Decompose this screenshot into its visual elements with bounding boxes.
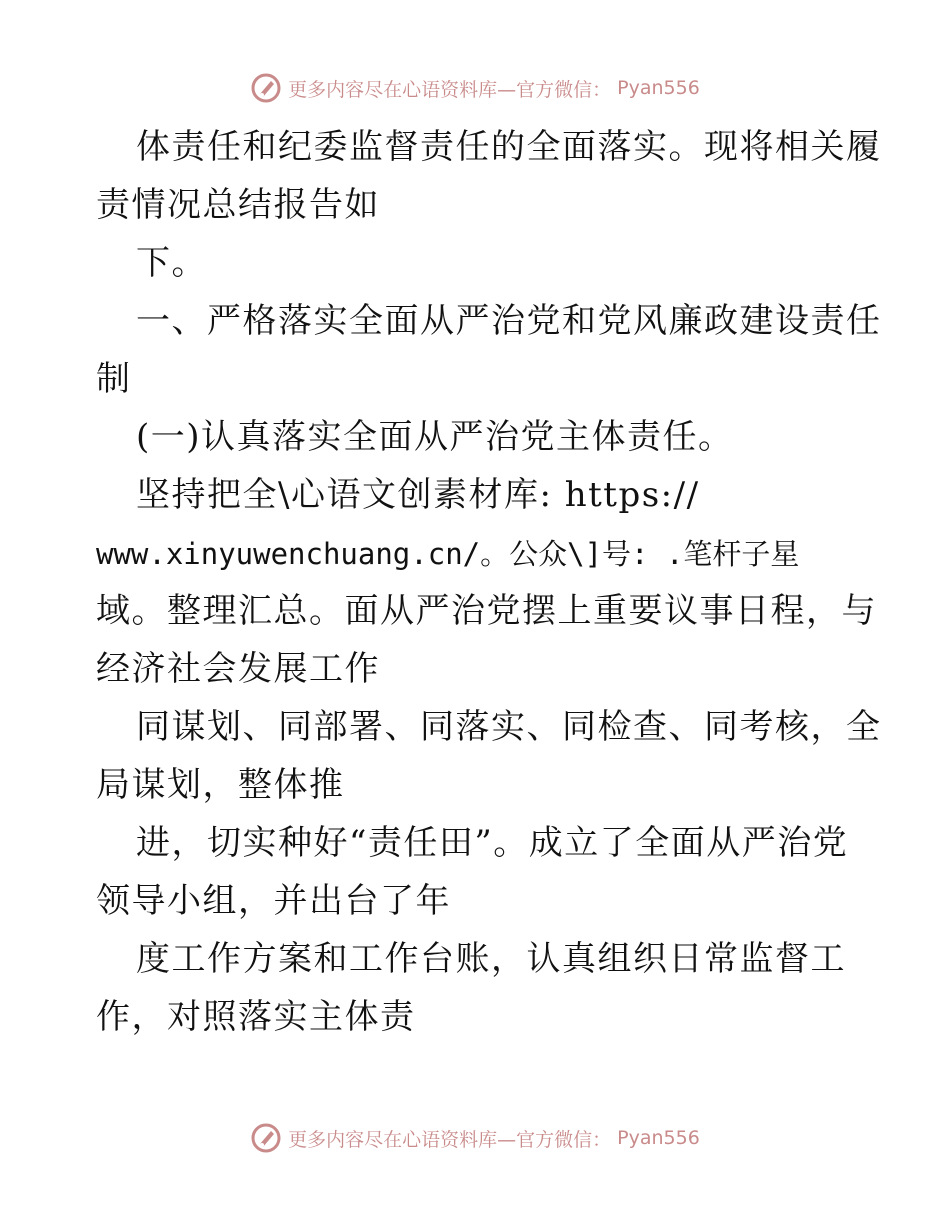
paragraph-line: 作，对照落实主体责 [96,997,416,1037]
pen-seal-logo-icon [250,72,282,104]
paragraph-line: 责情况总结报告如 [96,185,380,225]
watermark-text: 更多内容尽在心语资料库—官方微信： [288,78,612,101]
header-watermark [0,72,950,104]
section-heading-continued: 制 [96,359,132,399]
paragraph-line: 经济社会发展工作 [96,649,380,689]
watermark-text: 更多内容尽在心语资料库—官方微信： [288,1128,612,1151]
paragraph-line: 同谋划、同部署、同落实、同检查、同考核，全 [136,707,882,747]
url-text: www.xinyuwenchuang.cn/。公众\]号: .笔杆子星 [96,537,800,571]
paragraph-line: 进，切实种好“责任田”。成立了全面从严治党 [136,823,849,863]
paragraph-line: 局谋划，整体推 [96,765,345,805]
section-heading: 一、严格落实全面从严治党和党风廉政建设责任 [136,301,882,341]
document-body [96,118,882,1046]
paragraph-line: 下。 [136,243,207,283]
paragraph-line: 坚持把全\心语文创素材库: https:// [136,475,700,515]
watermark-wechat-id: Pyan556 [617,77,700,99]
pen-seal-logo-icon [250,1122,282,1154]
paragraph-line: 域。整理汇总。面从严治党摆上重要议事日程，与 [96,591,877,631]
subsection-heading: (一)认真落实全面从严治党主体责任。 [136,417,734,457]
watermark-wechat-id: Pyan556 [617,1127,700,1149]
paragraph-line [96,524,856,582]
paragraph-line: 领导小组，并出台了年 [96,881,451,921]
paragraph-line: 体责任和纪委监督责任的全面落实。现将相关履 [136,127,882,167]
footer-watermark [0,1122,950,1154]
paragraph-line: 度工作方案和工作台账，认真组织日常监督工 [136,939,846,979]
